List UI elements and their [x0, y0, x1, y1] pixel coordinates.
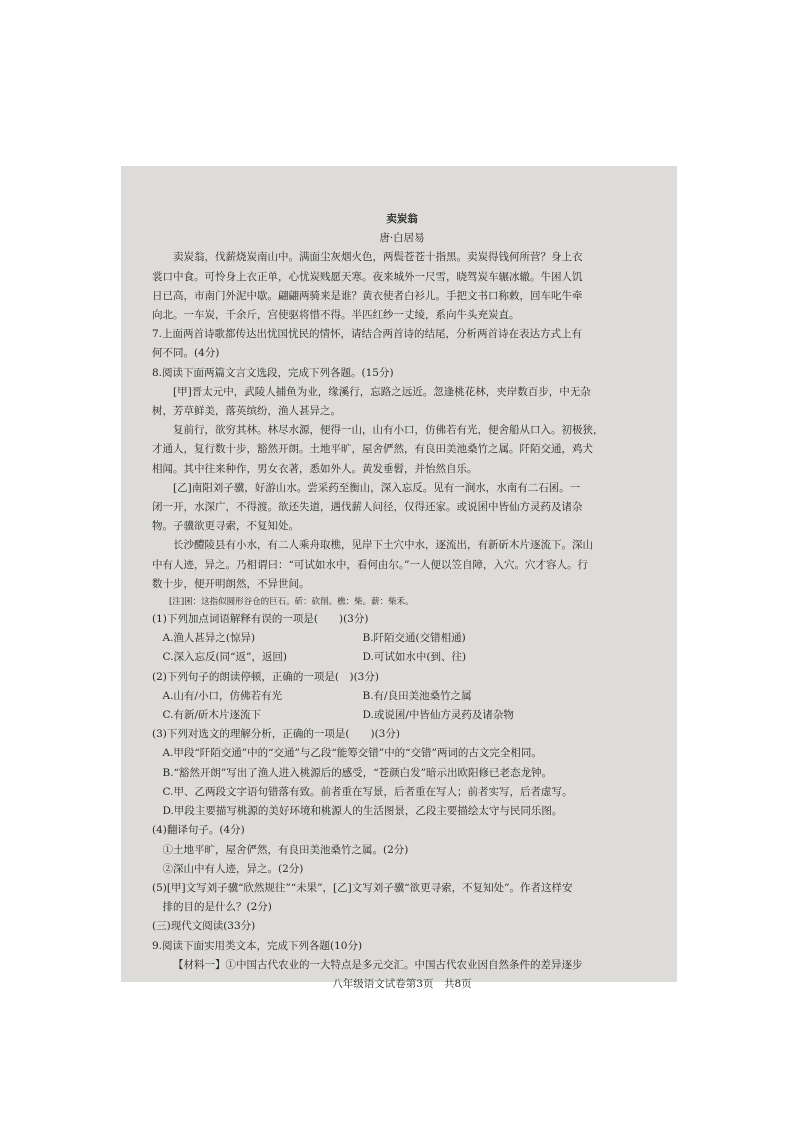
option-c: C.有新/斫木片逐流下	[162, 709, 262, 722]
passage-jia-line: 才通人，复行数十步，豁然开朗。土地平旷，屋舍俨然，有良田美池桑竹之属。阡陌交通，鸡犬	[152, 443, 593, 456]
sub-question-5: (5)[甲]文写刘子骥“欣然规往”“未果”，[乙]文写刘子骥“欲更寻索，不复知处”。作者这样安	[152, 881, 573, 894]
option-row	[152, 648, 652, 667]
option-row	[152, 687, 652, 706]
passage-yi-line: 闭一开，水深广，不得渡。欲还失道，遇伐薪人问径，仅得还家。或说囷中皆仙方灵药及诸杂	[152, 501, 583, 514]
question-9: 9.阅读下面实用类文本，完成下列各题(10分)	[152, 939, 363, 952]
option-a: A.渔人甚异之(惊异)	[162, 632, 256, 645]
passage-jia-line: 复前行，欲穷其林。林尽水源，便得一山，山有小口，仿佛若有光，便舍船从口入。初极狭，	[173, 424, 604, 437]
poem-line: 卖炭翁，伐薪烧炭南山中。满面尘灰烟火色，两鬓苍苍十指黑。卖炭得钱何所营？身上衣	[173, 251, 583, 264]
sub-question-3: (3)下列对选文的理解分析，正确的一项是( )(3分)	[152, 728, 400, 741]
option-row	[152, 629, 652, 648]
passage-yi-line: [乙]南阳刘子骥，好游山水。尝采药至衡山，深入忘反。见有一涧水，水南有二石囷。一	[173, 481, 581, 494]
option-c: C.深入忘反(同“返”，返回)	[162, 651, 287, 664]
option-a: A.甲段“阡陌交通”中的“交通”与乙段“能筹交错”中的“交错”两词的古文完全相同。	[162, 747, 542, 760]
option-d: D.可试如水中(到、往)	[362, 651, 467, 664]
question-7: 7.上面两首诗歌都传达出忧国忧民的情怀，请结合两首诗的结尾，分析两首诗在表达方式上有	[152, 328, 583, 341]
option-b: B.“豁然开朗”写出了渔人进入桃源后的感受，“苍颜白发”暗示出欧阳修已老态龙钟。	[162, 766, 553, 779]
option-b: B.阡陌交通(交错相通)	[362, 632, 466, 645]
section-heading: (三)现代文阅读(33分)	[152, 920, 256, 933]
poem-line: 日已高，市南门外泥中歇。翩翩两骑来是谁？黄衣使者白衫儿。手把文书口称敕，回车叱牛牵	[152, 289, 583, 302]
passage-jia-line: 相闻。其中往来种作，男女衣著，悉如外人。黄发垂髫，并怡然自乐。	[152, 462, 478, 475]
passage-yi-line: 中有人迹，异之。乃相谓曰：“可试如水中，看何由尔。”一人便以笠自障，入穴。穴才容人。行	[152, 558, 588, 571]
passage-yi-line: 数十步，便开明朗然，不异世间。	[152, 577, 310, 590]
sub-question-1: (1)下列加点词语解释有误的一项是( )(3分)	[152, 613, 369, 626]
sub-question-5-cont: 排的目的是什么？(2分)	[162, 901, 272, 914]
question-8-intro: 8.阅读下面两篇文言文选段，完成下列各题。(15分)	[152, 366, 394, 379]
option-b: B.有/良田美池桑竹之属	[362, 689, 472, 702]
passage-yi-line: 长沙醴陵县有小水，有二人乘舟取樵，见岸下土穴中水，逐流出，有新斫木片逐流下。深山	[173, 539, 593, 552]
question-7-cont: 何不同。(4分)	[152, 347, 220, 360]
poem-author: 唐·白居易	[379, 232, 425, 245]
poem-line: 裳口中食。可怜身上衣正单，心忧炭贱愿天寒。夜来城外一尺雪，晓驾炭车辗冰辙。牛困人饥	[152, 270, 583, 283]
option-row	[152, 706, 652, 725]
poem-title: 卖炭翁	[386, 213, 418, 225]
passage-jia-line: 树，芳草鲜美，落英缤纷，渔人甚异之。	[152, 405, 341, 418]
sub-question-4: (4)翻译句子。(4分)	[152, 824, 245, 837]
page-footer: 八年级语文试卷第3页 共8页	[332, 977, 472, 990]
material-1: 【材料一】①中国古代农业的一大特点是多元交汇。中国古代农业因自然条件的差异逐步	[173, 958, 583, 971]
page-content	[152, 210, 652, 994]
option-d: D.或说囷/中皆仙方灵药及诸杂物	[362, 709, 514, 722]
sub-question-2: (2)下列句子的朗读停顿，正确的一项是( )(3分)	[152, 670, 379, 683]
translate-item-1: ①土地平旷，屋舍俨然，有良田美池桑竹之属。(2分)	[162, 843, 409, 856]
passage-jia-line: [甲]晋太元中，武陵人捕鱼为业，缘溪行，忘路之远近。忽逢桃花林，夹岸数百步，中无杂	[173, 385, 591, 398]
option-c: C.甲、乙两段文字语句错落有致。前者重在写景，后者重在写人；前者实写，后者虚写。	[162, 785, 573, 798]
translate-item-2: ②深山中有人迹，异之。(2分)	[162, 862, 304, 875]
option-a: A.山有/小口，仿佛若有光	[162, 689, 282, 702]
option-d: D.甲段主要描写桃源的美好环境和桃源人的生活图景，乙段主要描绘太守与民同乐图。	[162, 805, 563, 818]
footnote: [注]囷：这指似圆形谷仓的巨石。斫：砍削。樵：柴。薪：柴禾。	[169, 597, 414, 608]
poem-line: 向北。一车炭，千余斤，宫使驱将惜不得。半匹红纱一丈绫，系向牛头充炭直。	[152, 309, 520, 322]
exam-page	[121, 166, 677, 990]
passage-yi-line: 物。子骥欲更寻索，不复知处。	[152, 520, 299, 533]
